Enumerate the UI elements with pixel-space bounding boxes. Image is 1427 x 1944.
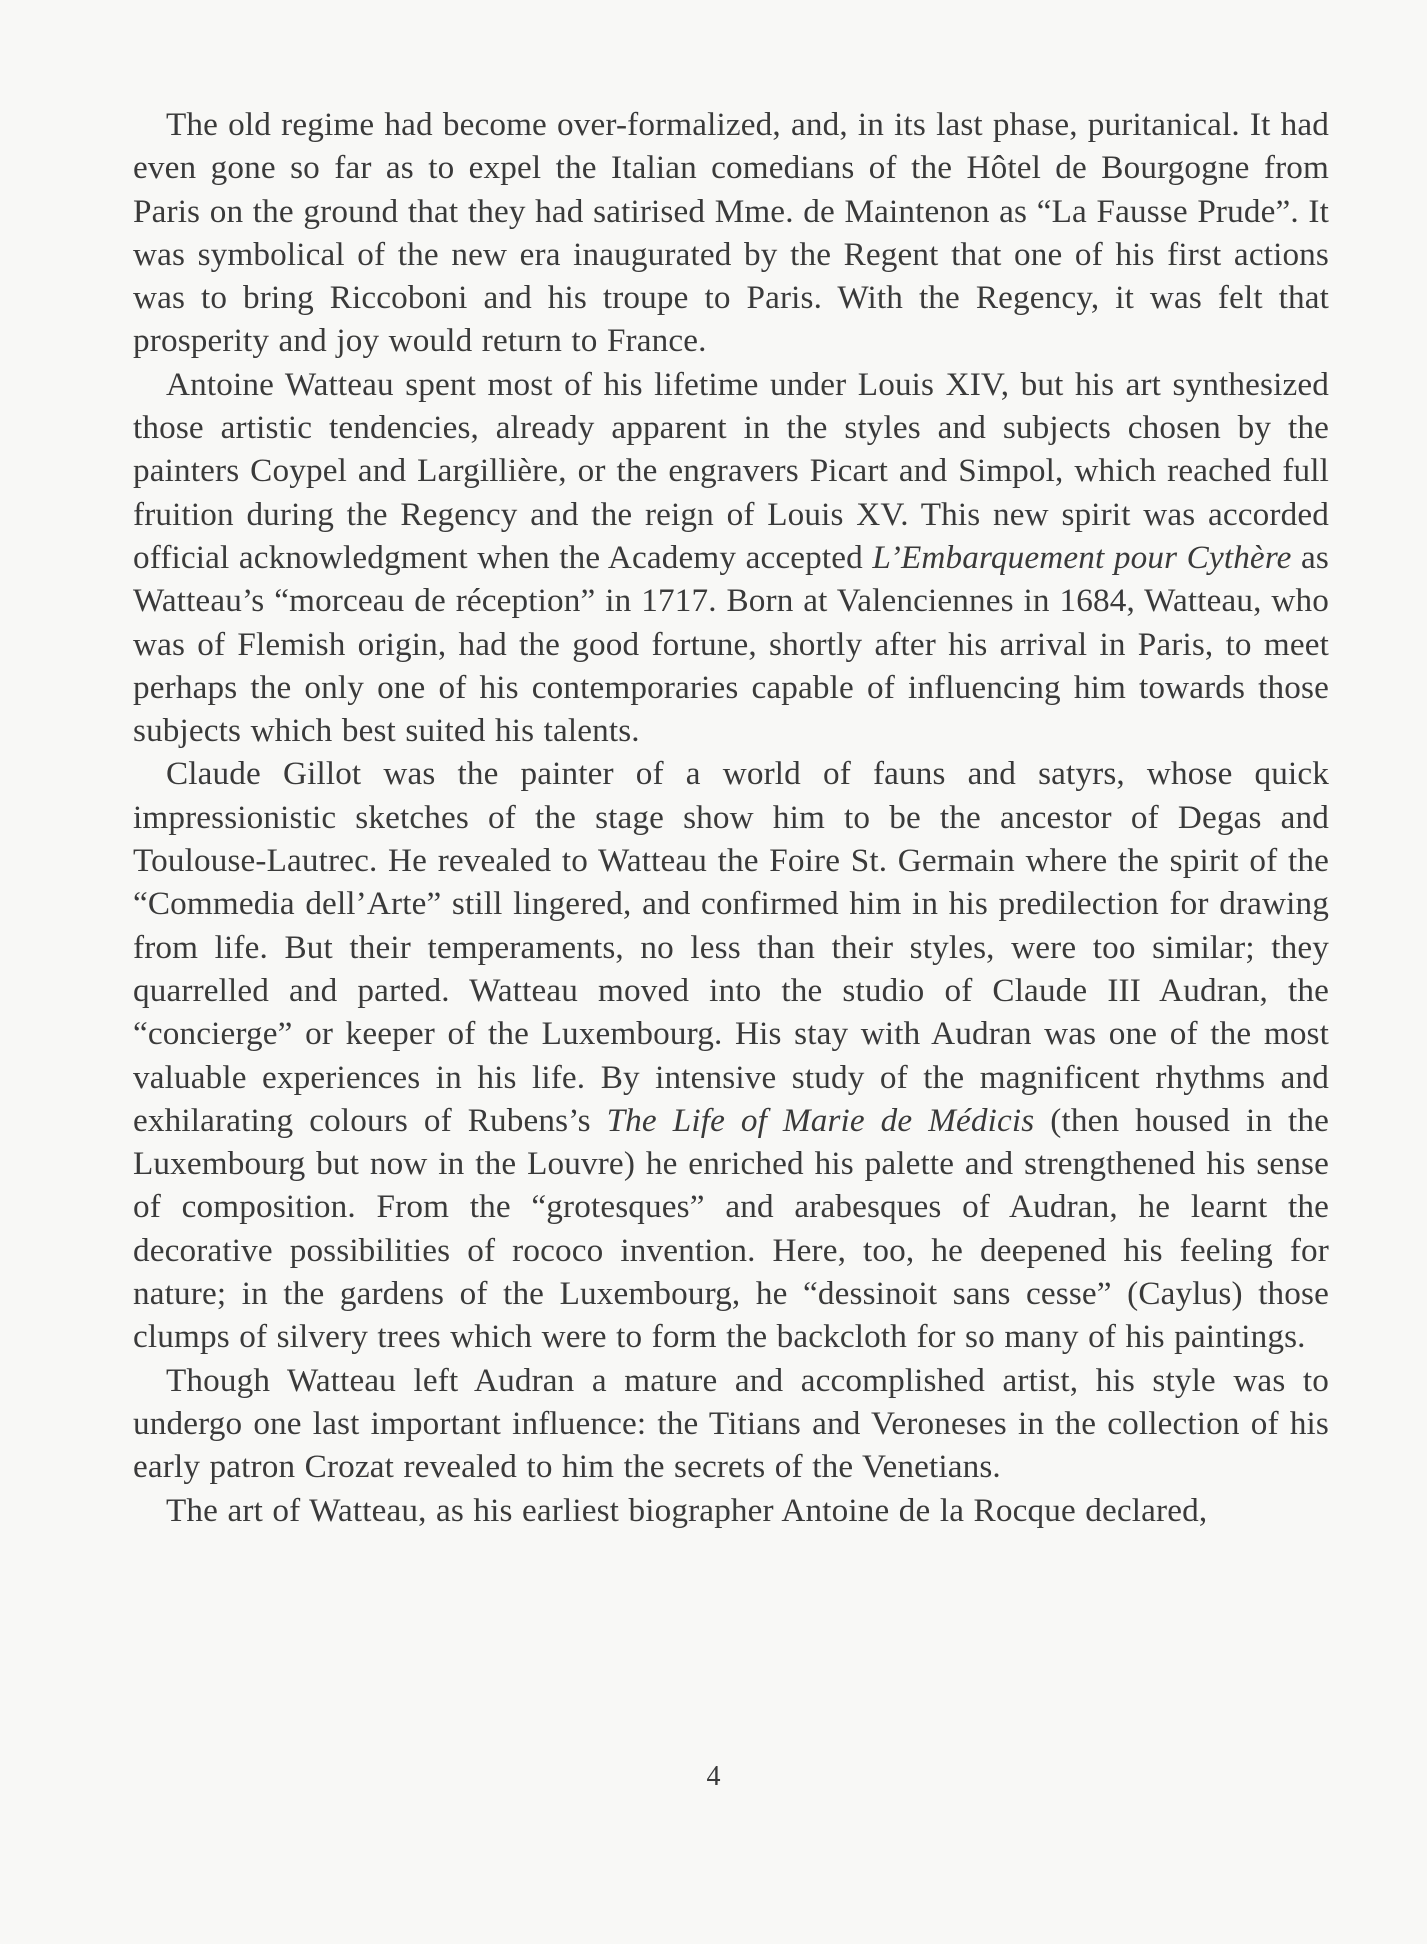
artwork-title: The Life of Marie de Médicis [606, 1101, 1035, 1139]
body-text [133, 103, 1329, 1532]
paragraph [133, 1359, 1329, 1489]
text-run: Though Watteau left Audran a mature and accomplished artist, his style was to undergo one last important influence: the Titians and Veroneses in the collection of his early patron Crozat revealed to him the secrets of the Venetians. [133, 1361, 1329, 1486]
text-run: The old regime had become over-formalized, and, in its last phase, puritanical. It had even gone so far as to expel the Italian comedians of the Hôtel de Bourgogne from Paris on the ground that they had satirised Mme. de Maintenon as “La Fausse Prude”. It was symbolical of the new era inaugurated by the Regent that one of his first actions was to bring Riccoboni and his troupe to Paris. With the Regency, it was felt that prosperity and joy would return to France. [133, 106, 1329, 360]
text-run: The art of Watteau, as his earliest biographer Antoine de la Rocque declared, [166, 1491, 1208, 1529]
text-run: Claude Gillot was the painter of a world of fauns and satyrs, whose quick impressionistic sketches of the stage show him to be the ancestor of Degas and Toulouse-Lautrec. He revealed to Watteau the Foire St. Germain where the spirit of the “Commedia dell’Arte” still lingered, and confirmed him in his predilection for drawing from life. But their temperaments, no less than their styles, were too similar; they quarrelled and parted. Watteau moved into the studio of Claude III Audran, the “concierge” or keeper of the Luxembourg. His stay with Audran was one of the most valuable experiences in his life. By intensive study of the magnificent rhythms and exhilarating colours of Rubens’s [133, 755, 1329, 1139]
paragraph [133, 1489, 1329, 1532]
artwork-title: L’Embarquement pour Cythère [872, 538, 1292, 576]
text-run: Antoine Watteau spent most of his lifetime under Louis XIV, but his art synthesized those artistic tendencies, already apparent in the styles and subjects chosen by the painters Coypel and Largillière, or the engravers Picart and Simpol, which reached full fruition during the Regency and the reign of Louis XV. This new spirit was accorded official acknowledgment when the Academy accepted [133, 365, 1329, 576]
paragraph [133, 103, 1329, 363]
page-number: 4 [706, 1761, 721, 1792]
text-run: (then housed in the Luxembourg but now in the Louvre) he enriched his palette and strengthened his sense of composition. From the “grotesques” and arabesques of Audran, he learnt the decorative possibilities of rococo invention. Here, too, he deepened his feeling for nature; in the gardens of the Luxembourg, he “dessinoit sans cesse” (Caylus) those clumps of silvery trees which were to form the backcloth for so many of his paintings. [133, 1101, 1329, 1356]
paragraph [133, 752, 1329, 1358]
text-run: as Watteau’s “morceau de réception” in 1717. Born at Valenciennes in 1684, Watteau, who was of Flemish origin, had the good fortune, shortly after his arrival in Paris, to meet perhaps the only one of his contemporaries capable of influencing him towards those subjects which best suited his talents. [133, 538, 1329, 750]
paragraph [133, 363, 1329, 753]
